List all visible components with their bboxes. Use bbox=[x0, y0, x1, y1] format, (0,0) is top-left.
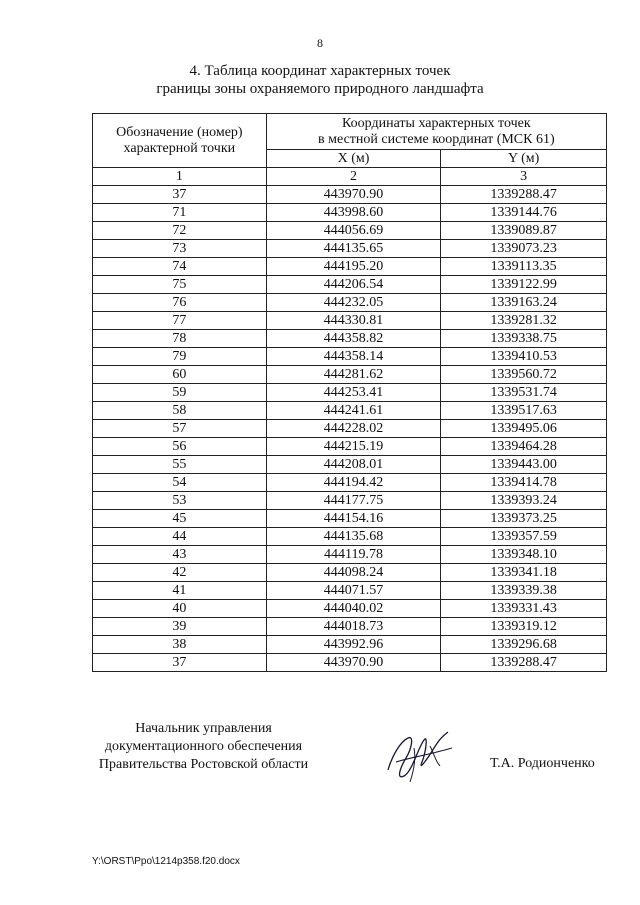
header-coordinates-line-1: Координаты характерных точек bbox=[342, 115, 531, 131]
point-number-cell: 75 bbox=[93, 276, 267, 294]
column-index-1: 1 bbox=[93, 168, 267, 186]
x-coordinate-cell: 443998.60 bbox=[266, 204, 441, 222]
handwritten-signature bbox=[378, 718, 458, 788]
table-body bbox=[93, 186, 607, 672]
header-x: X (м) bbox=[266, 150, 441, 168]
table-row bbox=[93, 420, 607, 438]
table-row bbox=[93, 492, 607, 510]
x-coordinate-cell: 444177.75 bbox=[266, 492, 441, 510]
x-coordinate-cell: 444194.42 bbox=[266, 474, 441, 492]
table-row bbox=[93, 546, 607, 564]
signatory-position bbox=[86, 720, 321, 774]
point-number-cell: 53 bbox=[93, 492, 267, 510]
y-coordinate-cell: 1339348.10 bbox=[441, 546, 607, 564]
y-coordinate-cell: 1339357.59 bbox=[441, 528, 607, 546]
x-coordinate-cell: 444040.02 bbox=[266, 600, 441, 618]
y-coordinate-cell: 1339288.47 bbox=[441, 186, 607, 204]
y-coordinate-cell: 1339144.76 bbox=[441, 204, 607, 222]
table-row bbox=[93, 258, 607, 276]
header-y: Y (м) bbox=[441, 150, 607, 168]
x-coordinate-cell: 444119.78 bbox=[266, 546, 441, 564]
table-row bbox=[93, 474, 607, 492]
point-number-cell: 78 bbox=[93, 330, 267, 348]
x-coordinate-cell: 444232.05 bbox=[266, 294, 441, 312]
y-coordinate-cell: 1339319.12 bbox=[441, 618, 607, 636]
table-title bbox=[0, 62, 640, 98]
file-path: Y:\ORST\Ppo\1214p358.f20.docx bbox=[92, 856, 240, 867]
point-number-cell: 38 bbox=[93, 636, 267, 654]
table-row bbox=[93, 312, 607, 330]
header-coordinates bbox=[266, 114, 606, 150]
x-coordinate-cell: 444071.57 bbox=[266, 582, 441, 600]
point-number-cell: 58 bbox=[93, 402, 267, 420]
signer-name: Т.А. Родионченко bbox=[490, 756, 595, 771]
column-index-2: 2 bbox=[266, 168, 441, 186]
table-row bbox=[93, 600, 607, 618]
table-row bbox=[93, 204, 607, 222]
x-coordinate-cell: 444056.69 bbox=[266, 222, 441, 240]
y-coordinate-cell: 1339517.63 bbox=[441, 402, 607, 420]
table-row bbox=[93, 186, 607, 204]
table-row bbox=[93, 618, 607, 636]
point-number-cell: 37 bbox=[93, 654, 267, 672]
point-number-cell: 57 bbox=[93, 420, 267, 438]
y-coordinate-cell: 1339163.24 bbox=[441, 294, 607, 312]
y-coordinate-cell: 1339089.87 bbox=[441, 222, 607, 240]
point-number-cell: 79 bbox=[93, 348, 267, 366]
table-row bbox=[93, 510, 607, 528]
header-point-designation: Обозначение (номер) характерной точки bbox=[93, 114, 267, 168]
table-title-line-1: 4. Таблица координат характерных точек bbox=[189, 63, 451, 79]
signatory-position-line-3: Правительства Ростовской области bbox=[98, 757, 309, 772]
y-coordinate-cell: 1339339.38 bbox=[441, 582, 607, 600]
point-number-cell: 71 bbox=[93, 204, 267, 222]
table-row bbox=[93, 330, 607, 348]
x-coordinate-cell: 444215.19 bbox=[266, 438, 441, 456]
table-row bbox=[93, 528, 607, 546]
x-coordinate-cell: 444018.73 bbox=[266, 618, 441, 636]
table-title-line-2: границы зоны охраняемого природного ландшафта bbox=[156, 81, 484, 97]
y-coordinate-cell: 1339443.00 bbox=[441, 456, 607, 474]
x-coordinate-cell: 443992.96 bbox=[266, 636, 441, 654]
x-coordinate-cell: 444281.62 bbox=[266, 366, 441, 384]
point-number-cell: 54 bbox=[93, 474, 267, 492]
x-coordinate-cell: 444135.68 bbox=[266, 528, 441, 546]
y-coordinate-cell: 1339338.75 bbox=[441, 330, 607, 348]
page-number: 8 bbox=[317, 36, 323, 50]
y-coordinate-cell: 1339560.72 bbox=[441, 366, 607, 384]
x-coordinate-cell: 443970.90 bbox=[266, 186, 441, 204]
table-row bbox=[93, 582, 607, 600]
point-number-cell: 60 bbox=[93, 366, 267, 384]
x-coordinate-cell: 444228.02 bbox=[266, 420, 441, 438]
table-row bbox=[93, 438, 607, 456]
table-row bbox=[93, 240, 607, 258]
y-coordinate-cell: 1339122.99 bbox=[441, 276, 607, 294]
signatory-position-line-2: документационного обеспечения bbox=[104, 739, 303, 754]
table-row bbox=[93, 276, 607, 294]
x-coordinate-cell: 444154.16 bbox=[266, 510, 441, 528]
x-coordinate-cell: 444098.24 bbox=[266, 564, 441, 582]
column-index-3: 3 bbox=[441, 168, 607, 186]
table-row bbox=[93, 294, 607, 312]
y-coordinate-cell: 1339296.68 bbox=[441, 636, 607, 654]
table-row bbox=[93, 366, 607, 384]
x-coordinate-cell: 443970.90 bbox=[266, 654, 441, 672]
x-coordinate-cell: 444253.41 bbox=[266, 384, 441, 402]
table-row bbox=[93, 348, 607, 366]
table-row bbox=[93, 402, 607, 420]
point-number-cell: 43 bbox=[93, 546, 267, 564]
table-row bbox=[93, 456, 607, 474]
y-coordinate-cell: 1339410.53 bbox=[441, 348, 607, 366]
y-coordinate-cell: 1339393.24 bbox=[441, 492, 607, 510]
y-coordinate-cell: 1339073.23 bbox=[441, 240, 607, 258]
y-coordinate-cell: 1339281.32 bbox=[441, 312, 607, 330]
table-row bbox=[93, 564, 607, 582]
point-number-cell: 72 bbox=[93, 222, 267, 240]
x-coordinate-cell: 444358.14 bbox=[266, 348, 441, 366]
point-number-cell: 55 bbox=[93, 456, 267, 474]
x-coordinate-cell: 444206.54 bbox=[266, 276, 441, 294]
x-coordinate-cell: 444330.81 bbox=[266, 312, 441, 330]
x-coordinate-cell: 444195.20 bbox=[266, 258, 441, 276]
y-coordinate-cell: 1339464.28 bbox=[441, 438, 607, 456]
table-row bbox=[93, 222, 607, 240]
table-row bbox=[93, 654, 607, 672]
point-number-cell: 73 bbox=[93, 240, 267, 258]
point-number-cell: 41 bbox=[93, 582, 267, 600]
point-number-cell: 42 bbox=[93, 564, 267, 582]
point-number-cell: 37 bbox=[93, 186, 267, 204]
y-coordinate-cell: 1339331.43 bbox=[441, 600, 607, 618]
y-coordinate-cell: 1339113.35 bbox=[441, 258, 607, 276]
point-number-cell: 45 bbox=[93, 510, 267, 528]
point-number-cell: 74 bbox=[93, 258, 267, 276]
coordinates-table bbox=[92, 113, 607, 672]
point-number-cell: 44 bbox=[93, 528, 267, 546]
y-coordinate-cell: 1339531.74 bbox=[441, 384, 607, 402]
point-number-cell: 56 bbox=[93, 438, 267, 456]
point-number-cell: 59 bbox=[93, 384, 267, 402]
y-coordinate-cell: 1339414.78 bbox=[441, 474, 607, 492]
x-coordinate-cell: 444208.01 bbox=[266, 456, 441, 474]
header-coordinates-line-2: в местной системе координат (МСК 61) bbox=[318, 131, 555, 147]
x-coordinate-cell: 444358.82 bbox=[266, 330, 441, 348]
point-number-cell: 39 bbox=[93, 618, 267, 636]
point-number-cell: 40 bbox=[93, 600, 267, 618]
y-coordinate-cell: 1339341.18 bbox=[441, 564, 607, 582]
y-coordinate-cell: 1339288.47 bbox=[441, 654, 607, 672]
column-index-row bbox=[93, 168, 607, 186]
point-number-cell: 77 bbox=[93, 312, 267, 330]
point-number-cell: 76 bbox=[93, 294, 267, 312]
signatory-position-line-1: Начальник управления bbox=[135, 721, 272, 736]
x-coordinate-cell: 444135.65 bbox=[266, 240, 441, 258]
table-row bbox=[93, 636, 607, 654]
y-coordinate-cell: 1339495.06 bbox=[441, 420, 607, 438]
table-row bbox=[93, 384, 607, 402]
y-coordinate-cell: 1339373.25 bbox=[441, 510, 607, 528]
x-coordinate-cell: 444241.61 bbox=[266, 402, 441, 420]
